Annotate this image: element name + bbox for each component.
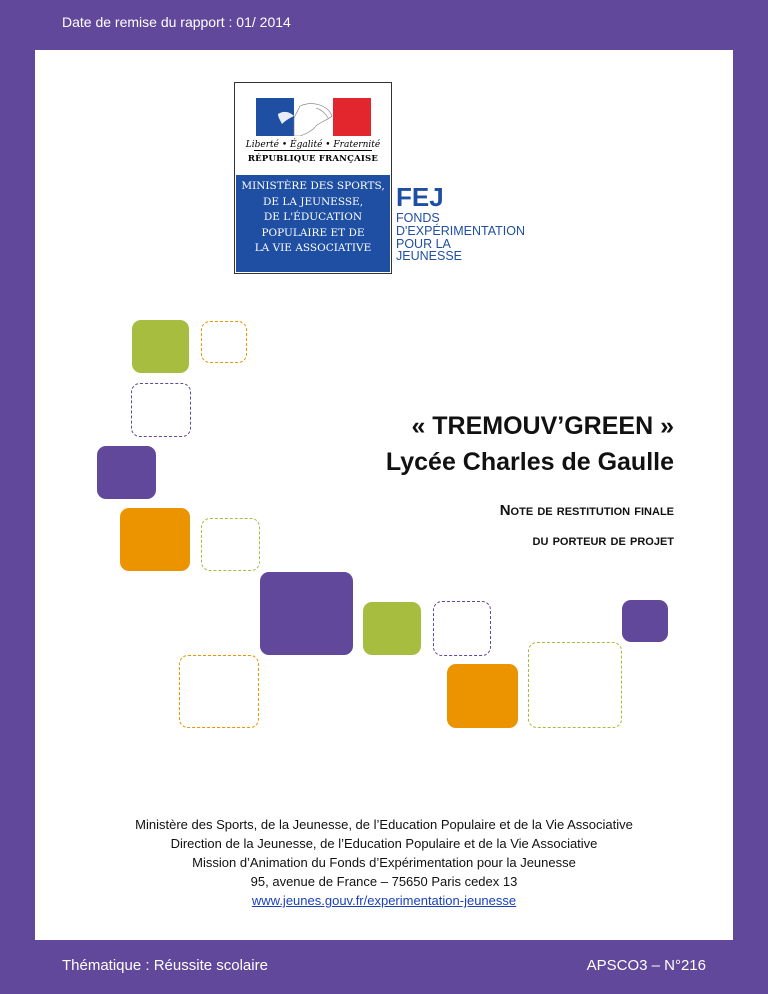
marianne-flag-icon xyxy=(256,98,371,136)
deco-square-purple-large xyxy=(260,572,353,655)
deco-square-orange-2 xyxy=(447,664,518,728)
fej-subtitle: FONDS D'EXPÉRIMENTATION POUR LA JEUNESSE xyxy=(396,211,526,264)
deco-square-purple-small xyxy=(622,600,668,642)
deco-square-dashed-purple-2 xyxy=(433,601,491,656)
deco-square-dashed-green-2 xyxy=(528,642,622,728)
deco-square-purple xyxy=(97,446,156,499)
report-date: Date de remise du rapport : 01/ 2014 xyxy=(62,14,291,30)
website-link[interactable]: www.jeunes.gouv.fr/experimentation-jeunesse xyxy=(251,893,517,908)
right-border xyxy=(730,50,768,940)
note-title-line1: Note de restitution finale xyxy=(499,502,674,519)
deco-square-dashed-orange-2 xyxy=(179,655,259,728)
fej-title: FEJ xyxy=(396,182,444,212)
project-title: « TREMOUV’GREEN » xyxy=(411,412,674,440)
ministry-name: MINISTÈRE DES SPORTS, DE LA JEUNESSE, DE L'ÉDUCATION POPULAIRE ET DE LA VIE ASSOCIATIVE xyxy=(241,180,385,255)
deco-square-orange xyxy=(120,508,190,571)
deco-square-dashed-orange xyxy=(201,321,247,363)
deco-square-dashed-green xyxy=(201,518,260,571)
deco-square-green-small xyxy=(363,602,421,655)
footer-code: APSCO3 – N°216 xyxy=(586,957,706,974)
left-border xyxy=(0,50,38,940)
footer-theme: Thématique : Réussite scolaire xyxy=(62,957,268,974)
republic-motto: Liberté • Égalité • Fraternité xyxy=(245,140,381,150)
ministry-logo xyxy=(234,82,392,274)
note-title-line2: du porteur de projet xyxy=(532,532,674,549)
deco-square-green xyxy=(132,320,189,373)
marianne-block xyxy=(236,84,390,174)
republic-name: RÉPUBLIQUE FRANÇAISE xyxy=(247,154,379,164)
school-name: Lycée Charles de Gaulle xyxy=(385,448,674,476)
deco-square-dashed-purple xyxy=(131,383,191,437)
ministry-address: Ministère des Sports, de la Jeunesse, de l’Education Populaire et de la Vie Associative Direction de la Jeunesse, de l’Education Populaire et de la Vie Associative Mission d’Animation du Fonds d’Expérimentation pour la Jeunesse 95, avenue de France – 75650 Paris cedex 13 www.jeunes.gouv.fr/experimentation-jeunesse xyxy=(135,817,633,908)
